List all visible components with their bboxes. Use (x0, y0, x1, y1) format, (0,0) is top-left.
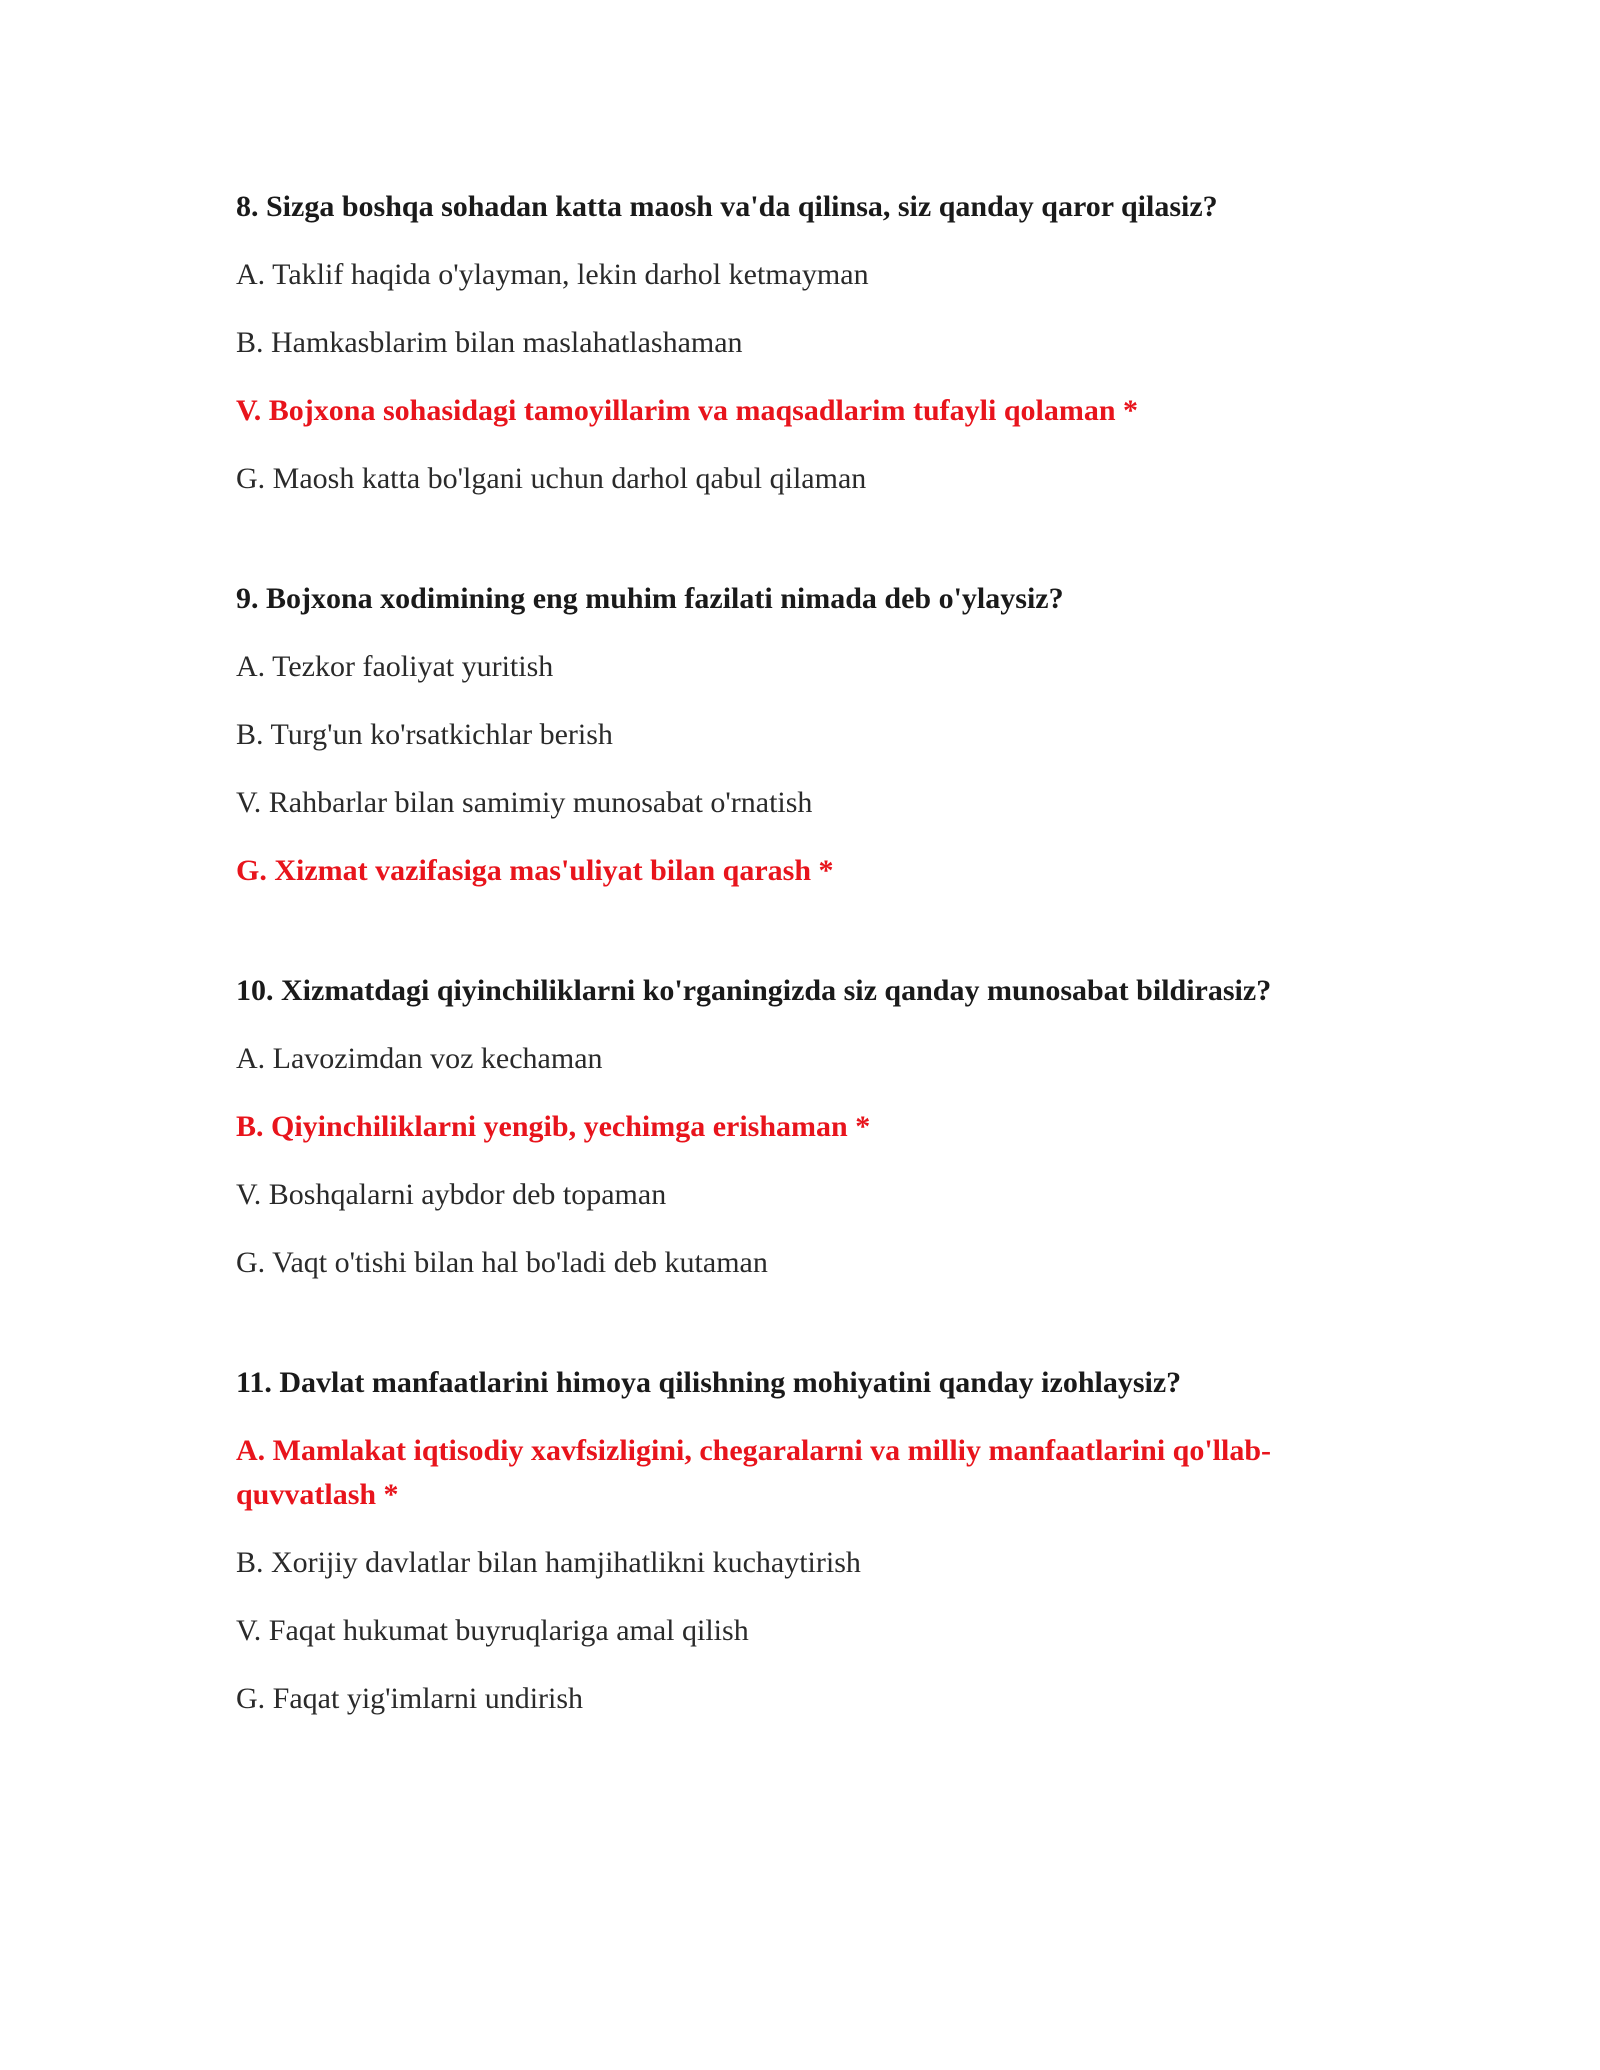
document-page (236, 185, 1366, 1797)
question-title: 10. Xizmatdagi qiyinchiliklarni ko'rganingizda siz qanday munosabat bildirasiz? (236, 974, 1272, 1007)
answer-option-b: B. Xorijiy davlatlar bilan hamjihatlikni kuchaytirish (236, 1546, 861, 1579)
answer-option-a: A. Tezkor faoliyat yuritish (236, 650, 554, 683)
answer-option-v: V. Boshqalarni aybdor deb topaman (236, 1178, 667, 1211)
answer-option-a: A. Taklif haqida o'ylayman, lekin darhol ketmayman (236, 258, 869, 291)
answer-option-v: V. Faqat hukumat buyruqlariga amal qilish (236, 1614, 749, 1647)
answer-option-a: A. Lavozimdan voz kechaman (236, 1042, 603, 1075)
question-title: 8. Sizga boshqa sohadan katta maosh va'da qilinsa, siz qanday qaror qilasiz? (236, 190, 1218, 223)
question-title: 11. Davlat manfaatlarini himoya qilishning mohiyatini qanday izohlaysiz? (236, 1366, 1182, 1399)
answer-option-b: B. Turg'un ko'rsatkichlar berish (236, 718, 613, 751)
correct-answer-option-a: A. Mamlakat iqtisodiy xavfsizligini, chegaralarni va milliy manfaatlarini qo'llab-quvvatlash * (236, 1434, 1272, 1511)
question-block-8 (236, 185, 1366, 501)
question-block-9 (236, 577, 1366, 893)
answer-option-v: V. Rahbarlar bilan samimiy munosabat o'rnatish (236, 786, 813, 819)
correct-answer-option-g: G. Xizmat vazifasiga mas'uliyat bilan qarash * (236, 854, 834, 887)
question-block-10 (236, 969, 1366, 1285)
question-block-11 (236, 1361, 1366, 1721)
answer-option-g: G. Vaqt o'tishi bilan hal bo'ladi deb kutaman (236, 1246, 768, 1279)
correct-answer-option-v: V. Bojxona sohasidagi tamoyillarim va maqsadlarim tufayli qolaman * (236, 394, 1139, 427)
answer-option-g: G. Maosh katta bo'lgani uchun darhol qabul qilaman (236, 462, 867, 495)
answer-option-b: B. Hamkasblarim bilan maslahatlashaman (236, 326, 743, 359)
answer-option-g: G. Faqat yig'imlarni undirish (236, 1682, 584, 1715)
question-title: 9. Bojxona xodimining eng muhim fazilati nimada deb o'ylaysiz? (236, 582, 1064, 615)
correct-answer-option-b: B. Qiyinchiliklarni yengib, yechimga erishaman * (236, 1110, 871, 1143)
